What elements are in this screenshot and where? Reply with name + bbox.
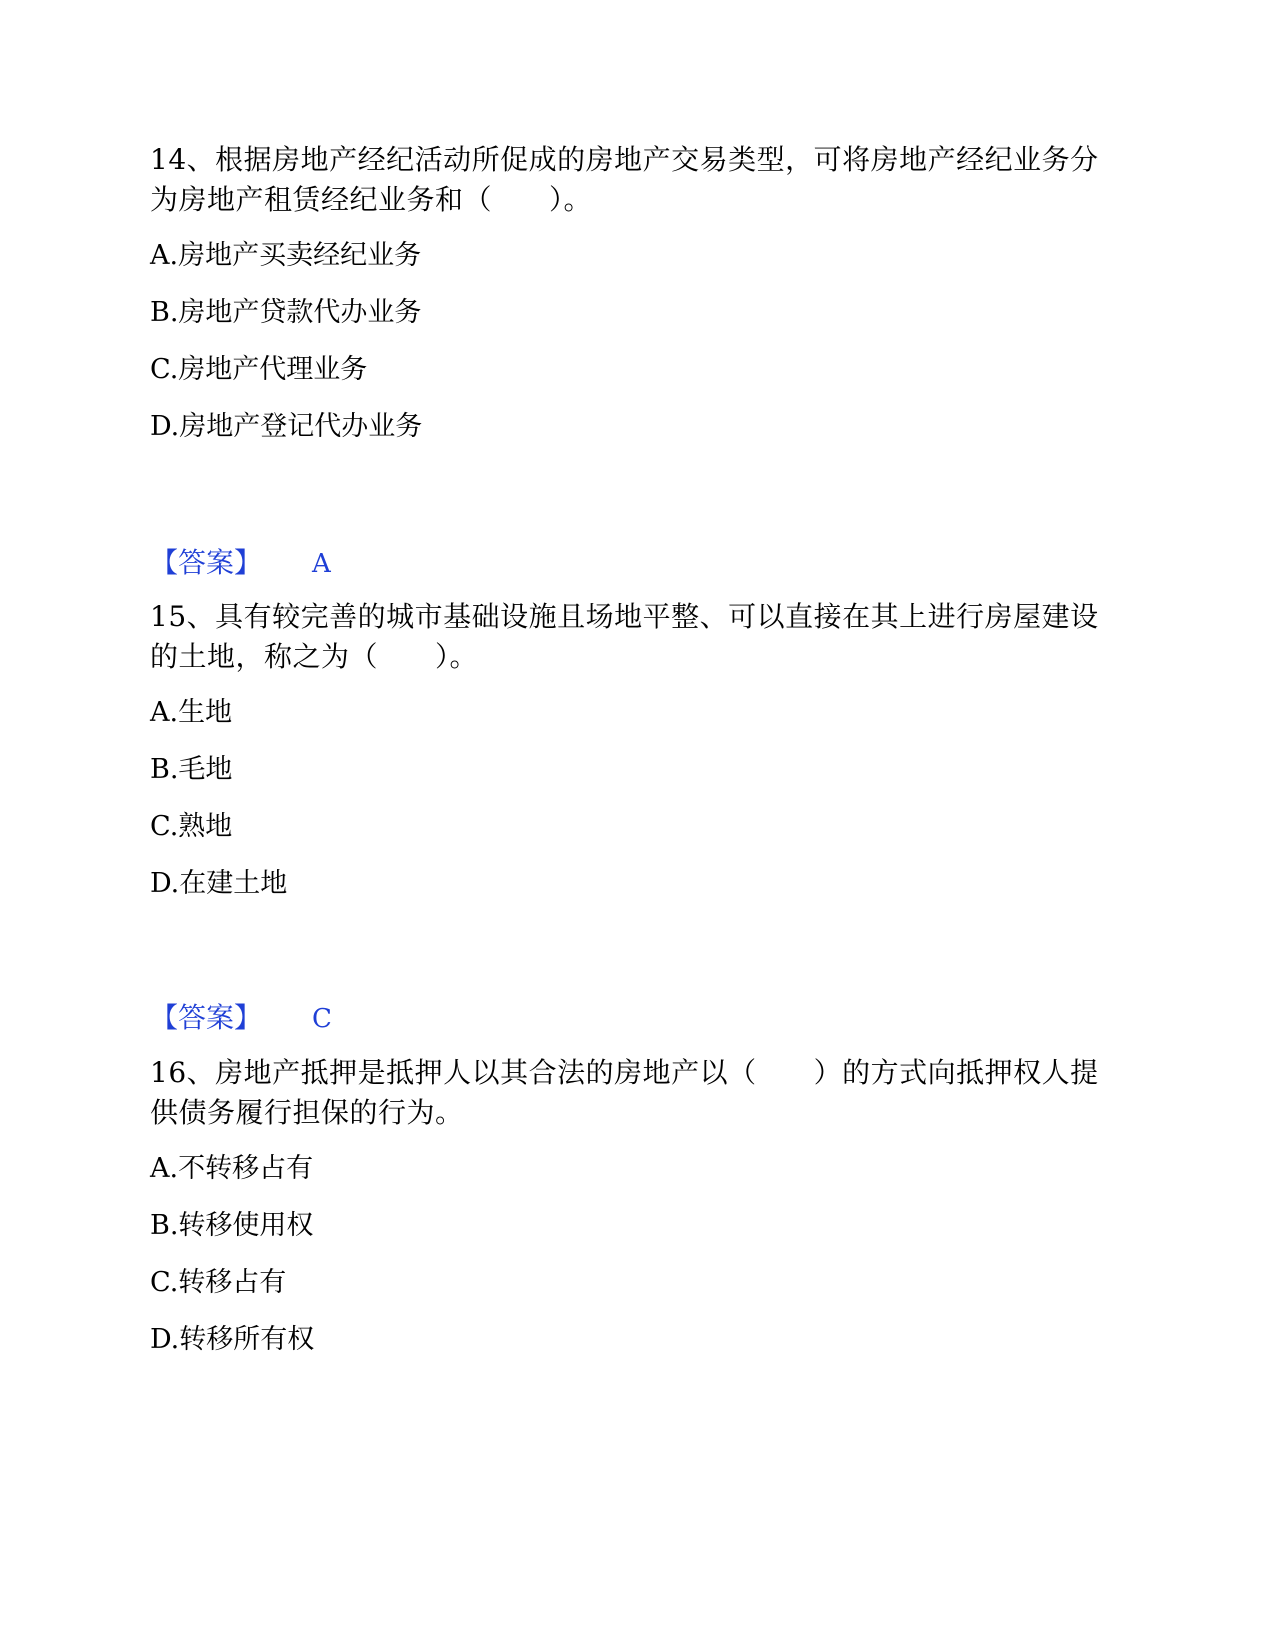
- answer-label: 【答案】: [150, 1001, 263, 1034]
- option-c: C.房地产代理业务: [150, 354, 368, 385]
- answer-15: [150, 1000, 332, 1037]
- option-list: [150, 1153, 1110, 1356]
- option-d: D.转移所有权: [150, 1324, 315, 1355]
- answer-value: A: [312, 549, 331, 579]
- question-15: [150, 597, 1110, 900]
- option-c: C.熟地: [150, 811, 233, 842]
- answer-label: 【答案】: [150, 546, 263, 579]
- option-d: D.在建土地: [150, 868, 288, 899]
- question-16: [150, 1053, 1110, 1356]
- option-a: A.生地: [150, 697, 233, 728]
- option-list: [150, 697, 1110, 900]
- option-b: B.房地产贷款代办业务: [150, 297, 422, 328]
- question-stem: 15、具有较完善的城市基础设施且场地平整、可以直接在其上进行房屋建设的土地，称之为（ ）。: [150, 600, 1099, 673]
- question-stem: 16、房地产抵押是抵押人以其合法的房地产以（ ）的方式向抵押权人提供债务履行担保的行为。: [150, 1056, 1099, 1129]
- option-c: C.转移占有: [150, 1267, 287, 1298]
- option-d: D.房地产登记代办业务: [150, 411, 423, 442]
- question-14: [150, 140, 1110, 443]
- answer-14: [150, 545, 331, 582]
- option-b: B.转移使用权: [150, 1210, 314, 1241]
- question-stem: 14、根据房地产经纪活动所促成的房地产交易类型，可将房地产经纪业务分为房地产租赁经纪业务和（ ）。: [150, 143, 1099, 216]
- option-list: [150, 240, 1110, 443]
- option-a: A.房地产买卖经纪业务: [150, 240, 422, 271]
- answer-value: C: [312, 1004, 332, 1034]
- option-b: B.毛地: [150, 754, 233, 785]
- option-a: A.不转移占有: [150, 1153, 314, 1184]
